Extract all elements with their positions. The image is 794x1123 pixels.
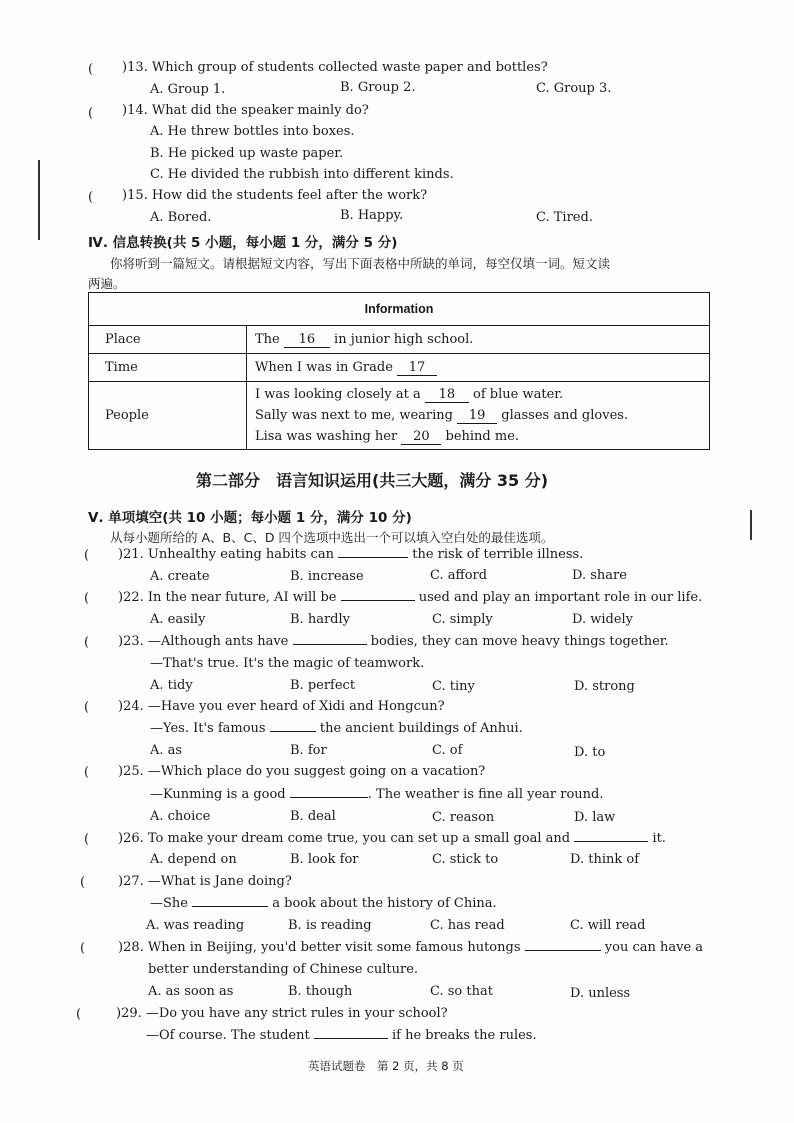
- blank: [290, 797, 368, 798]
- question-28-option-a: A. as soon as: [148, 984, 234, 999]
- question-28-line2: better understanding of Chinese culture.: [148, 962, 419, 977]
- cell-text: When I was in Grade: [255, 359, 393, 375]
- cell-text: behind me.: [445, 429, 520, 444]
- question-15-option-a: A. Bored.: [150, 210, 212, 225]
- answer-paren: (: [84, 700, 90, 715]
- answer-paren: (: [88, 106, 94, 121]
- page-footer: 英语试题卷 第 2 页，共 8 页: [308, 1059, 464, 1073]
- question-13-stem: )13. Which group of students collected waste paper and bottles?: [122, 60, 548, 75]
- question-26-option-b: B. look for: [290, 852, 359, 867]
- table-row-time: [89, 354, 710, 382]
- question-27-option-c: C. has read: [430, 918, 505, 933]
- section-4-instructions: 你将听到一篇短文。请根据短文内容，写出下面表格中所缺的单词，每空仅填一词。短文读: [110, 256, 611, 271]
- question-23-stem: )23. —Although ants have bodies, they can move heavy things together.: [118, 634, 669, 649]
- answer-paren: (: [80, 941, 86, 956]
- section-4-instructions-cont: 两遍。: [88, 276, 126, 291]
- table-label-people: People: [89, 382, 247, 450]
- question-23-option-d: D. strong: [574, 679, 635, 694]
- blank: [270, 731, 316, 732]
- cell-text: Lisa was washing her: [255, 429, 398, 444]
- blank-17: 17: [397, 361, 437, 376]
- question-24-option-d: D. to: [574, 745, 606, 760]
- table-header: Information: [89, 293, 710, 326]
- answer-paren: (: [84, 765, 90, 780]
- answer-paren: (: [84, 832, 90, 847]
- question-27-option-b: B. is reading: [288, 918, 372, 933]
- question-23-line2: —That's true. It's the magic of teamwork.: [150, 656, 425, 671]
- question-25-option-d: D. law: [574, 810, 616, 825]
- question-28-option-c: C. so that: [430, 984, 493, 999]
- question-27-option-a: A. was reading: [146, 918, 245, 933]
- question-23-option-a: A. tidy: [150, 678, 193, 693]
- question-23-option-c: C. tiny: [432, 679, 475, 694]
- answer-paren: (: [88, 62, 94, 77]
- blank: [525, 950, 601, 951]
- question-13-option-c: C. Group 3.: [536, 81, 612, 96]
- answer-paren: (: [84, 635, 90, 650]
- question-21-stem: )21. Unhealthy eating habits can the risk of terrible illness.: [118, 547, 584, 562]
- question-22-option-a: A. easily: [150, 612, 206, 627]
- question-28-option-d: D. unless: [570, 986, 631, 1001]
- question-26-stem: )26. To make your dream come true, you can set up a small goal and it.: [118, 831, 666, 846]
- question-22-option-c: C. simply: [432, 612, 493, 627]
- question-15-option-c: C. Tired.: [536, 210, 593, 225]
- question-15-stem: )15. How did the students feel after the work?: [122, 188, 428, 203]
- cell-text: Sally was next to me, wearing: [255, 408, 453, 423]
- margin-mark-left: [38, 160, 40, 240]
- answer-paren: (: [80, 875, 86, 890]
- question-25-option-a: A. choice: [150, 809, 211, 824]
- question-25-option-b: B. deal: [290, 809, 336, 824]
- question-27-option-d: C. will read: [570, 918, 646, 933]
- blank: [338, 557, 408, 558]
- table-label-time: Time: [89, 354, 247, 382]
- question-27-stem: )27. —What is Jane doing?: [118, 874, 292, 889]
- question-14-option-c: C. He divided the rubbish into different kinds.: [150, 167, 454, 182]
- question-28-option-b: B. though: [288, 984, 353, 999]
- table-cell-people: [247, 382, 710, 450]
- question-24-line2: —Yes. It's famous the ancient buildings of Anhui.: [150, 721, 523, 736]
- section-5-instructions: 从每小题所给的 A、B、C、D 四个选项中选出一个可以填入空白处的最佳选项。: [110, 530, 554, 545]
- question-21-option-b: B. increase: [290, 569, 364, 584]
- table-row-place: [89, 326, 710, 354]
- answer-paren: (: [76, 1007, 82, 1022]
- question-29-line2: —Of course. The student if he breaks the rules.: [146, 1028, 537, 1043]
- blank-16: 16: [284, 333, 330, 348]
- blank-18: 18: [425, 388, 469, 403]
- section-5-title: Ⅴ. 单项填空(共 10 小题；每小题 1 分，满分 10 分): [88, 510, 412, 526]
- cell-text: in junior high school.: [334, 331, 474, 347]
- blank: [574, 841, 648, 842]
- cell-text: I was looking closely at a: [255, 387, 421, 402]
- blank: [314, 1038, 388, 1039]
- question-24-option-c: C. of: [432, 743, 463, 758]
- question-22-option-b: B. hardly: [290, 612, 350, 627]
- answer-paren: (: [88, 190, 94, 205]
- question-21-option-a: A. create: [150, 569, 210, 584]
- table-cell-time: [247, 354, 710, 382]
- question-14-option-a: A. He threw bottles into boxes.: [150, 124, 355, 139]
- question-24-option-b: B. for: [290, 743, 327, 758]
- question-27-line2: —She a book about the history of China.: [150, 896, 497, 911]
- question-26-option-a: A. depend on: [150, 852, 237, 867]
- question-25-line2: —Kunming is a good . The weather is fine all year round.: [150, 787, 604, 802]
- question-13-option-b: B. Group 2.: [340, 80, 416, 95]
- question-21-option-d: D. share: [572, 568, 627, 583]
- cell-text: glasses and gloves.: [501, 408, 629, 423]
- question-26-option-c: C. stick to: [432, 852, 499, 867]
- answer-paren: (: [84, 591, 90, 606]
- question-22-stem: )22. In the near future, AI will be used and play an important role in our life.: [118, 590, 703, 605]
- part-2-title: 第二部分 语言知识运用(共三大题，满分 35 分): [196, 471, 549, 490]
- blank: [192, 906, 268, 907]
- question-28-stem: )28. When in Beijing, you'd better visit some famous hutongs you can have a: [118, 940, 704, 955]
- section-4-title: Ⅳ. 信息转换(共 5 小题，每小题 1 分，满分 5 分): [88, 235, 398, 251]
- question-21-option-c: C. afford: [430, 568, 488, 583]
- question-25-option-c: C. reason: [432, 810, 495, 825]
- table-row-people: [89, 382, 710, 450]
- question-29-stem: )29. —Do you have any strict rules in your school?: [116, 1006, 448, 1021]
- question-26-option-d: D. think of: [570, 852, 639, 867]
- blank-19: 19: [457, 409, 497, 424]
- blank-20: 20: [401, 430, 441, 445]
- question-25-stem: )25. —Which place do you suggest going on a vacation?: [118, 764, 486, 779]
- table-cell-place: [247, 326, 710, 354]
- question-23-option-b: B. perfect: [290, 678, 356, 693]
- information-table: [88, 292, 710, 450]
- cell-text: The: [255, 331, 280, 347]
- blank: [341, 600, 415, 601]
- question-24-stem: )24. —Have you ever heard of Xidi and Hongcun?: [118, 699, 445, 714]
- answer-paren: (: [84, 548, 90, 563]
- cell-text: of blue water.: [473, 387, 564, 402]
- table-label-place: Place: [89, 326, 247, 354]
- blank: [293, 644, 367, 645]
- question-15-option-b: B. Happy.: [340, 208, 404, 223]
- question-14-stem: )14. What did the speaker mainly do?: [122, 103, 369, 118]
- question-22-option-d: D. widely: [572, 612, 634, 627]
- question-24-option-a: A. as: [150, 743, 183, 758]
- question-14-option-b: B. He picked up waste paper.: [150, 146, 344, 161]
- margin-mark-right: [750, 510, 752, 540]
- question-13-option-a: A. Group 1.: [150, 82, 226, 97]
